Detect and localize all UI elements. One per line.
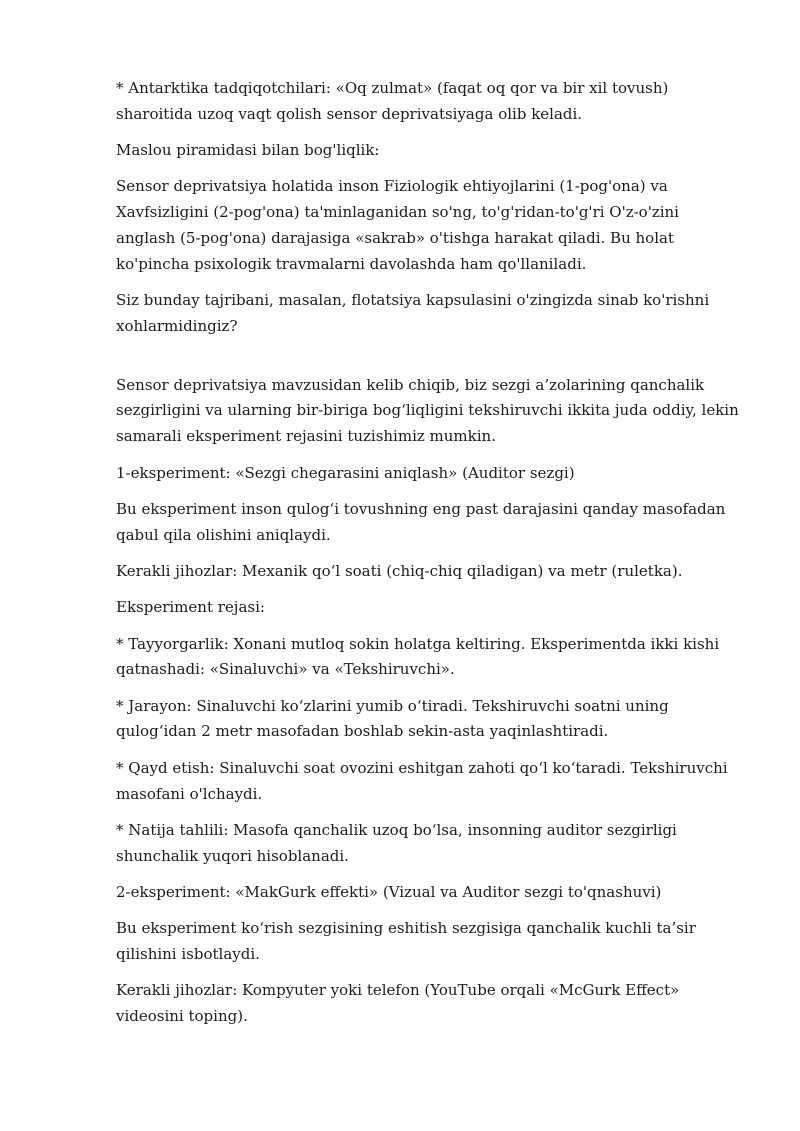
experiment-2-heading: 2-eksperiment: «MakGurk effekti» (Vizual va Auditor sezgi to'qnashuvi) <box>116 882 662 901</box>
experiment-2-equipment: Kerakli jihozlar: Kompyuter yoki telefon (YouTube orqali «McGurk Effect» videosini toping). <box>116 981 680 1026</box>
maslow-heading: Maslou piramidasi bilan bog'liqlik: <box>116 141 380 160</box>
experiment-plan-heading: Eksperiment rejasi: <box>116 598 265 617</box>
bullet-analysis: * Natija tahlili: Masofa qanchalik uzoq bo‘lsa, insonning auditor sezgirligi shunchalik yuqori hisoblanadi. <box>116 820 677 865</box>
bullet-process: * Jarayon: Sinaluvchi ko‘zlarini yumib o‘tiradi. Tekshiruvchi soatni uning qulog‘idan 2 metr masofadan boshlab sekin-asta yaqinlashtiradi. <box>116 696 669 741</box>
experiment-1-heading: 1-eksperiment: «Sezgi chegarasini aniqlash» (Auditor sezgi) <box>116 463 575 482</box>
experiment-2-description: Bu eksperiment ko‘rish sezgisining eshitish sezgisiga qanchalik kuchli ta’sir qilishini isbotlaydi. <box>116 919 696 964</box>
bullet-recording: * Qayd etish: Sinaluvchi soat ovozini eshitgan zahoti qo‘l ko‘taradi. Tekshiruvchi masofani o'lchaydi. <box>116 758 728 803</box>
intro-paragraph: Sensor deprivatsiya mavzusidan kelib chiqib, biz sezgi a’zolarining qanchalik sezgirligini va ularning bir-biriga bog‘liqligini tekshiruvchi ikkita juda oddiy, lekin samarali eksperiment rejasini tuzishimiz mumkin. <box>116 375 739 446</box>
document-body <box>116 76 740 1040</box>
bullet-preparation: * Tayyorgarlik: Xonani mutloq sokin holatga keltiring. Eksperimentda ikki kishi qatnashadi: «Sinaluvchi» va «Tekshiruvchi». <box>116 634 720 679</box>
maslow-paragraph: Sensor deprivatsiya holatida inson Fiziologik ehtiyojlarini (1-pog'ona) va Xavfsizligini (2-pog'ona) ta'minlaganidan so'ng, to'g'ridan-to'g'ri O'z-o'zini anglash (5-pog'ona) darajasiga «sakrab» o'tishga harakat qiladi. Bu holat ko'pincha psixologik travmalarni davolashda ham qo'llaniladi. <box>116 177 679 273</box>
bullet-antarctica: * Antarktika tadqiqotchilari: «Oq zulmat» (faqat oq qor va bir xil tovush) sharoitida uzoq vaqt qolish sensor deprivatsiyaga olib keladi. <box>116 79 669 123</box>
question-paragraph: Siz bunday tajribani, masalan, flotatsiya kapsulasini o'zingizda sinab ko'rishni xohlarmidingiz? <box>116 291 710 335</box>
experiment-1-equipment: Kerakli jihozlar: Mexanik qo‘l soati (chiq-chiq qiladigan) va metr (ruletka). <box>116 561 683 580</box>
experiment-1-description: Bu eksperiment inson qulog‘i tovushning eng past darajasini qanday masofadan qabul qila olishini aniqlaydi. <box>116 499 726 544</box>
